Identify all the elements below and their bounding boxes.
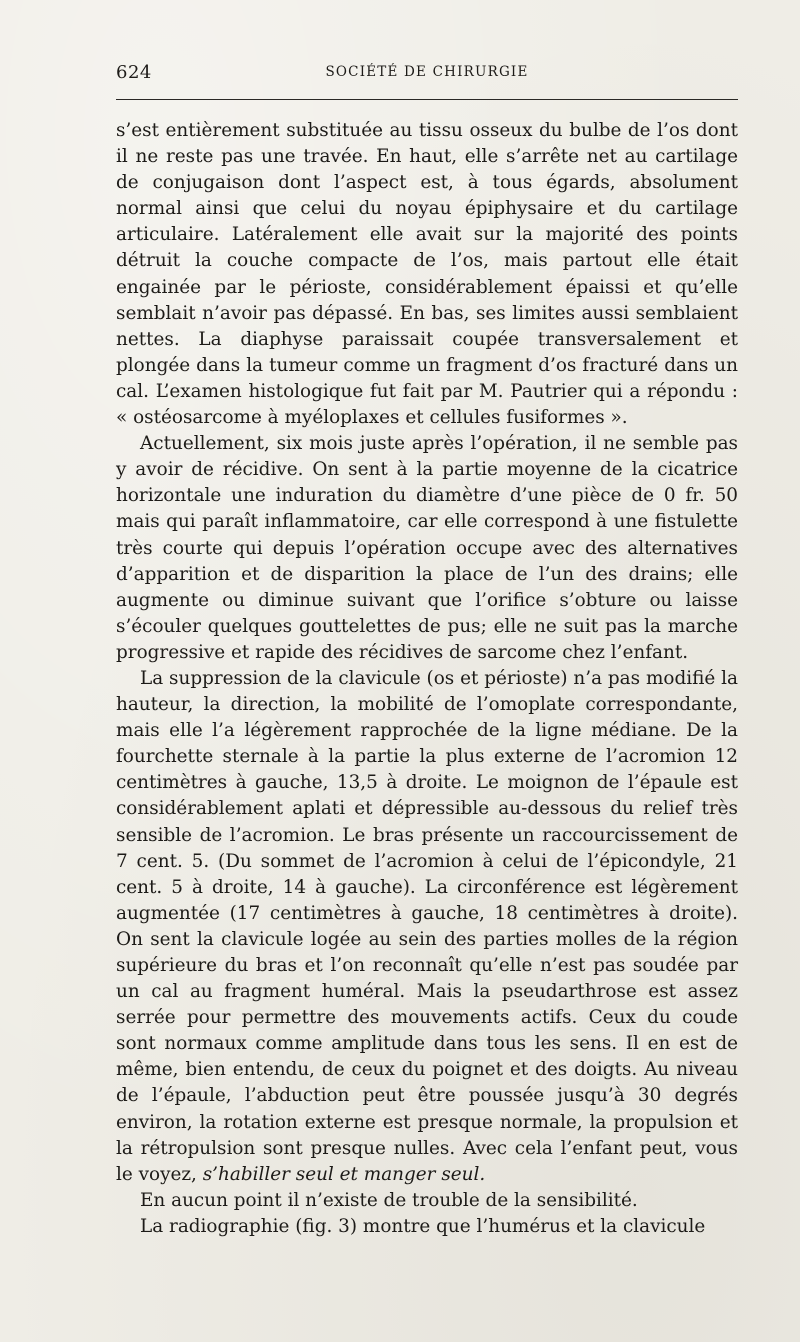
paragraph-3-italic: s’habiller seul et manger seul.: [202, 1163, 486, 1185]
page-header: [116, 62, 738, 84]
paragraph-3: [116, 666, 738, 1188]
body-text: [116, 118, 738, 1240]
paragraph-1: s’est entièrement substituée au tissu osseux du bulbe de l’os dont il ne reste pas une travée. En haut, elle s’arrête net au cartilage de conjugaison dont l’aspect est, à tous égards, absolument normal ainsi que celui du noyau épiphysaire et du cartilage articulaire. Latéralement elle avait sur la majorité des points détruit la couche compacte de l’os, mais partout elle était engainée par le périoste, considérablement épaissi et qu’elle semblait n’avoir pas dépassé. En bas, ses limites aussi semblaient nettes. La diaphyse paraissait coupée transversalement et plongée dans la tumeur comme un fragment d’os fracturé dans un cal. L’examen histologique fut fait par M. Pautrier qui a répondu : « ostéosarcome à myéloplaxes et cellules fusiformes ».: [116, 120, 738, 429]
paragraph-3-text: La suppression de la clavicule (os et périoste) n’a pas modifié la hauteur, la direction, la mobilité de l’omoplate correspondante, mais elle l’a légèrement rapprochée de la ligne médiane. De la fourchette sternale à la partie la plus externe de l’acromion 12 centimètres à gauche, 13,5 à droite. Le moignon de l’épaule est considérablement aplati et dépressible au-dessous du relief très sensible de l’acromion. Le bras présente un raccourcissement de 7 cent. 5. (Du sommet de l’acromion à celui de l’épicondyle, 21 cent. 5 à droite, 14 à gauche). La circonférence est légèrement augmentée (17 centimètres à gauche, 18 centimètres à droite). On sent la clavicule logée au sein des parties molles de la région supérieure du bras et l’on reconnaît qu’elle n’est pas soudée par un cal au fragment huméral. Mais la pseudarthrose est assez serrée pour permettre des mouvements actifs. Ceux du coude sont normaux comme amplitude dans tous les sens. Il en est de même, bien entendu, de ceux du poignet et des doigts. Au niveau de l’épaule, l’abduction peut être poussée jusqu’à 30 degrés environ, la rotation externe est presque normale, la propulsion et la rétropulsion sont presque nulles. Avec cela l’enfant peut, vous le voyez,: [116, 667, 738, 1185]
paragraph-5: La radiographie (fig. 3) montre que l’humérus et la clavicule: [140, 1215, 706, 1237]
paragraph-4: En aucun point il n’existe de trouble de la sensibilité.: [140, 1189, 638, 1211]
header-rule: [116, 99, 738, 100]
paragraph-2: Actuellement, six mois juste après l’opération, il ne semble pas y avoir de récidive. On sent à la partie moyenne de la cicatrice horizontale une induration du diamètre d’une pièce de 0 fr. 50 mais qui paraît inflammatoire, car elle correspond à une fistulette très courte qui depuis l’opération occupe avec des alternatives d’apparition et de disparition la place de l’un des drains; elle augmente ou diminue suivant que l’orifice s’obture ou laisse s’écouler quelques gouttelettes de pus; elle ne suit pas la marche progressive et rapide des récidives de sarcome chez l’enfant.: [116, 433, 738, 663]
page-number: 624: [116, 62, 152, 83]
running-title: SOCIÉTÉ DE CHIRURGIE: [325, 64, 529, 80]
